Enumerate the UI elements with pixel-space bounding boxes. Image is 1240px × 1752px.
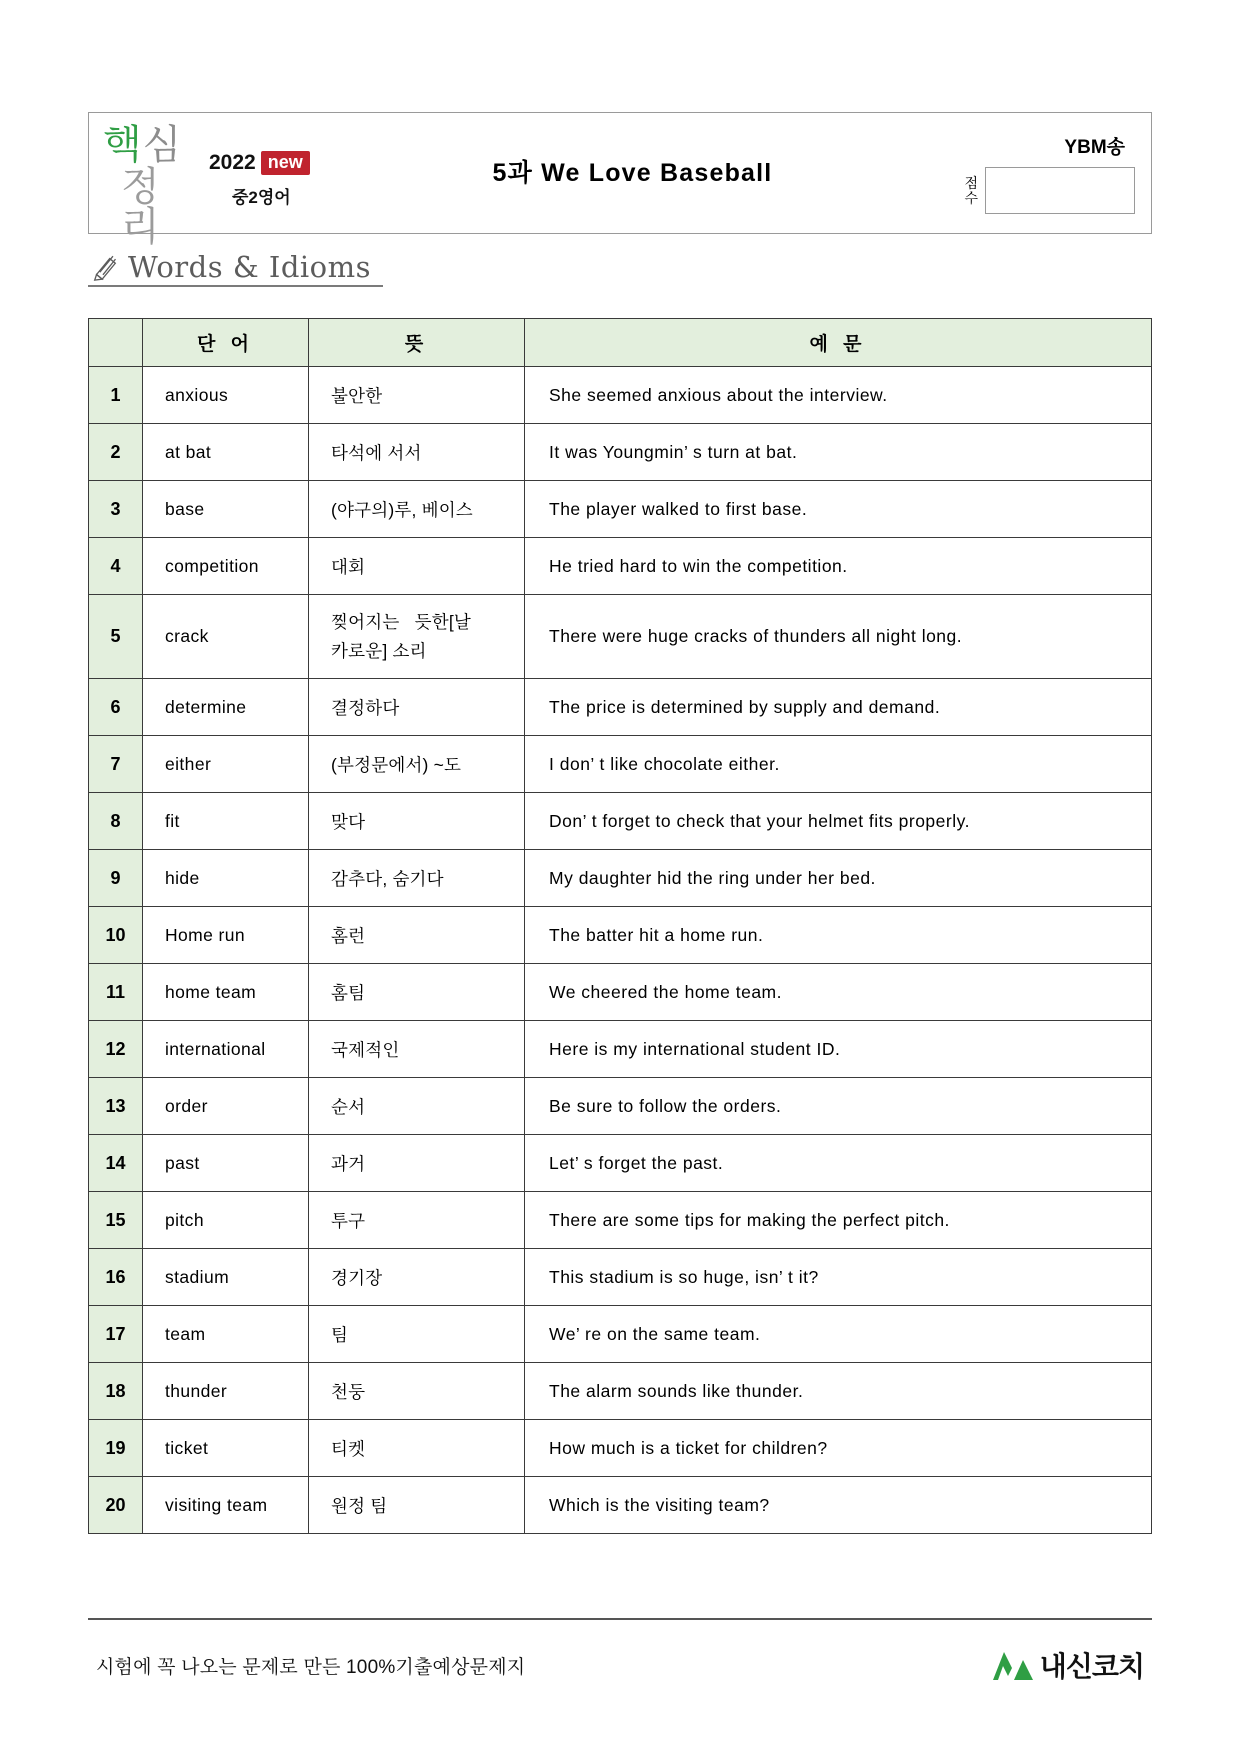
footer-tagline: 시험에 꼭 나오는 문제로 만든 100%기출예상문제지 <box>96 1656 526 1678</box>
row-meaning: 감추다, 숨기다 <box>309 850 525 907</box>
row-number: 1 <box>89 367 143 424</box>
page-title: 5과 We Love Baseball <box>492 159 773 187</box>
row-word: past <box>143 1135 309 1192</box>
table-header-row <box>89 319 1152 367</box>
row-meaning: 투구 <box>309 1192 525 1249</box>
row-word: determine <box>143 679 309 736</box>
page-header <box>88 112 1152 250</box>
score-input-box[interactable] <box>985 167 1135 214</box>
row-number: 9 <box>89 850 143 907</box>
words-idioms-table <box>88 318 1152 1534</box>
row-number: 18 <box>89 1363 143 1420</box>
col-header-word: 단 어 <box>143 319 309 367</box>
row-meaning: 불안한 <box>309 367 525 424</box>
section-heading <box>88 252 383 287</box>
col-header-example: 예 문 <box>525 319 1152 367</box>
row-meaning: 경기장 <box>309 1249 525 1306</box>
score-label-bottom: 수 <box>964 189 978 206</box>
row-example: Don’ t forget to check that your helmet fits properly. <box>525 793 1152 850</box>
row-example: The player walked to first base. <box>525 481 1152 538</box>
table-row <box>89 1477 1152 1534</box>
brand-block <box>89 113 359 250</box>
row-meaning: 결정하다 <box>309 679 525 736</box>
row-meaning: 타석에 서서 <box>309 424 525 481</box>
col-header-meaning: 뜻 <box>309 319 525 367</box>
table-row <box>89 1192 1152 1249</box>
table-row <box>89 1420 1152 1477</box>
score-label <box>964 176 978 205</box>
table-row <box>89 1306 1152 1363</box>
table-row <box>89 1249 1152 1306</box>
table-row <box>89 793 1152 850</box>
row-meaning: (야구의)루, 베이스 <box>309 481 525 538</box>
row-example: I don’ t like chocolate either. <box>525 736 1152 793</box>
table-row <box>89 1135 1152 1192</box>
row-number: 20 <box>89 1477 143 1534</box>
table-row <box>89 367 1152 424</box>
row-meaning: 천둥 <box>309 1363 525 1420</box>
logo-line-2: 정리 <box>121 164 161 250</box>
logo-char-sim: 심 <box>142 122 183 168</box>
row-example: Be sure to follow the orders. <box>525 1078 1152 1135</box>
table-row <box>89 1363 1152 1420</box>
row-example: Let’ s forget the past. <box>525 1135 1152 1192</box>
pencil-icon <box>90 252 120 282</box>
page-footer <box>88 1630 1152 1700</box>
row-meaning: 티켓 <box>309 1420 525 1477</box>
row-example: She seemed anxious about the interview. <box>525 367 1152 424</box>
row-meaning: 순서 <box>309 1078 525 1135</box>
table-row <box>89 1078 1152 1135</box>
header-right-block <box>906 113 1151 233</box>
new-badge: new <box>261 151 310 175</box>
footer-brand-name: 내신코치 <box>1039 1650 1144 1683</box>
row-word: anxious <box>143 367 309 424</box>
row-example: How much is a ticket for children? <box>525 1420 1152 1477</box>
row-example: Which is the visiting team? <box>525 1477 1152 1534</box>
row-meaning: (부정문에서) ~도 <box>309 736 525 793</box>
naesincoach-logo <box>990 1645 1152 1685</box>
row-number: 14 <box>89 1135 143 1192</box>
row-word: stadium <box>143 1249 309 1306</box>
row-number: 19 <box>89 1420 143 1477</box>
table-body <box>89 367 1152 1534</box>
row-word: at bat <box>143 424 309 481</box>
haeksim-jeongri-logo <box>103 122 199 250</box>
row-example: This stadium is so huge, isn’ t it? <box>525 1249 1152 1306</box>
score-label-top: 점 <box>964 174 978 191</box>
row-number: 10 <box>89 907 143 964</box>
row-word: ticket <box>143 1420 309 1477</box>
row-number: 5 <box>89 595 143 679</box>
table-row <box>89 736 1152 793</box>
row-meaning: 홈팀 <box>309 964 525 1021</box>
table-row <box>89 595 1152 679</box>
row-word: order <box>143 1078 309 1135</box>
row-word: either <box>143 736 309 793</box>
row-example: My daughter hid the ring under her bed. <box>525 850 1152 907</box>
row-example: There were huge cracks of thunders all night long. <box>525 595 1152 679</box>
row-meaning: 찢어지는 듯한[날 카로운] 소리 <box>309 595 525 679</box>
row-example: We’ re on the same team. <box>525 1306 1152 1363</box>
row-word: international <box>143 1021 309 1078</box>
row-example: There are some tips for making the perfect pitch. <box>525 1192 1152 1249</box>
row-number: 3 <box>89 481 143 538</box>
table-row <box>89 907 1152 964</box>
brand-text-block <box>209 139 310 208</box>
row-word: Home run <box>143 907 309 964</box>
table-row <box>89 1021 1152 1078</box>
row-word: base <box>143 481 309 538</box>
row-example: It was Youngmin’ s turn at bat. <box>525 424 1152 481</box>
row-meaning: 대회 <box>309 538 525 595</box>
row-number: 13 <box>89 1078 143 1135</box>
table-row <box>89 424 1152 481</box>
row-number: 12 <box>89 1021 143 1078</box>
row-number: 2 <box>89 424 143 481</box>
score-area <box>964 167 1135 214</box>
row-number: 17 <box>89 1306 143 1363</box>
table-row <box>89 964 1152 1021</box>
row-example: He tried hard to win the competition. <box>525 538 1152 595</box>
row-word: hide <box>143 850 309 907</box>
row-number: 11 <box>89 964 143 1021</box>
row-word: visiting team <box>143 1477 309 1534</box>
row-word: home team <box>143 964 309 1021</box>
row-number: 7 <box>89 736 143 793</box>
row-meaning: 국제적인 <box>309 1021 525 1078</box>
row-meaning: 홈런 <box>309 907 525 964</box>
brand-year-row <box>209 151 310 175</box>
row-number: 16 <box>89 1249 143 1306</box>
section-title-text: Words & Idioms <box>128 250 371 284</box>
row-number: 8 <box>89 793 143 850</box>
row-meaning: 맞다 <box>309 793 525 850</box>
table-row <box>89 679 1152 736</box>
row-word: crack <box>143 595 309 679</box>
row-example: The price is determined by supply and demand. <box>525 679 1152 736</box>
col-header-number <box>89 319 143 367</box>
table-row <box>89 481 1152 538</box>
table-row <box>89 538 1152 595</box>
brand-year: 2022 <box>209 150 256 174</box>
row-example: Here is my international student ID. <box>525 1021 1152 1078</box>
logo-char-haek: 핵 <box>103 122 143 168</box>
row-example: The alarm sounds like thunder. <box>525 1363 1152 1420</box>
row-word: pitch <box>143 1192 309 1249</box>
row-number: 15 <box>89 1192 143 1249</box>
row-example: We cheered the home team. <box>525 964 1152 1021</box>
logo-line-1 <box>103 122 183 168</box>
row-meaning: 원정 팀 <box>309 1477 525 1534</box>
footer-divider <box>88 1618 1152 1620</box>
row-meaning: 팀 <box>309 1306 525 1363</box>
row-example: The batter hit a home run. <box>525 907 1152 964</box>
brand-grade: 중2영어 <box>232 187 291 207</box>
row-word: fit <box>143 793 309 850</box>
publisher-label: YBM송 <box>1064 137 1125 158</box>
row-number: 6 <box>89 679 143 736</box>
table-row <box>89 850 1152 907</box>
mountain-logo-icon <box>990 1646 1034 1684</box>
row-word: thunder <box>143 1363 309 1420</box>
row-number: 4 <box>89 538 143 595</box>
row-meaning: 과거 <box>309 1135 525 1192</box>
row-word: team <box>143 1306 309 1363</box>
row-word: competition <box>143 538 309 595</box>
